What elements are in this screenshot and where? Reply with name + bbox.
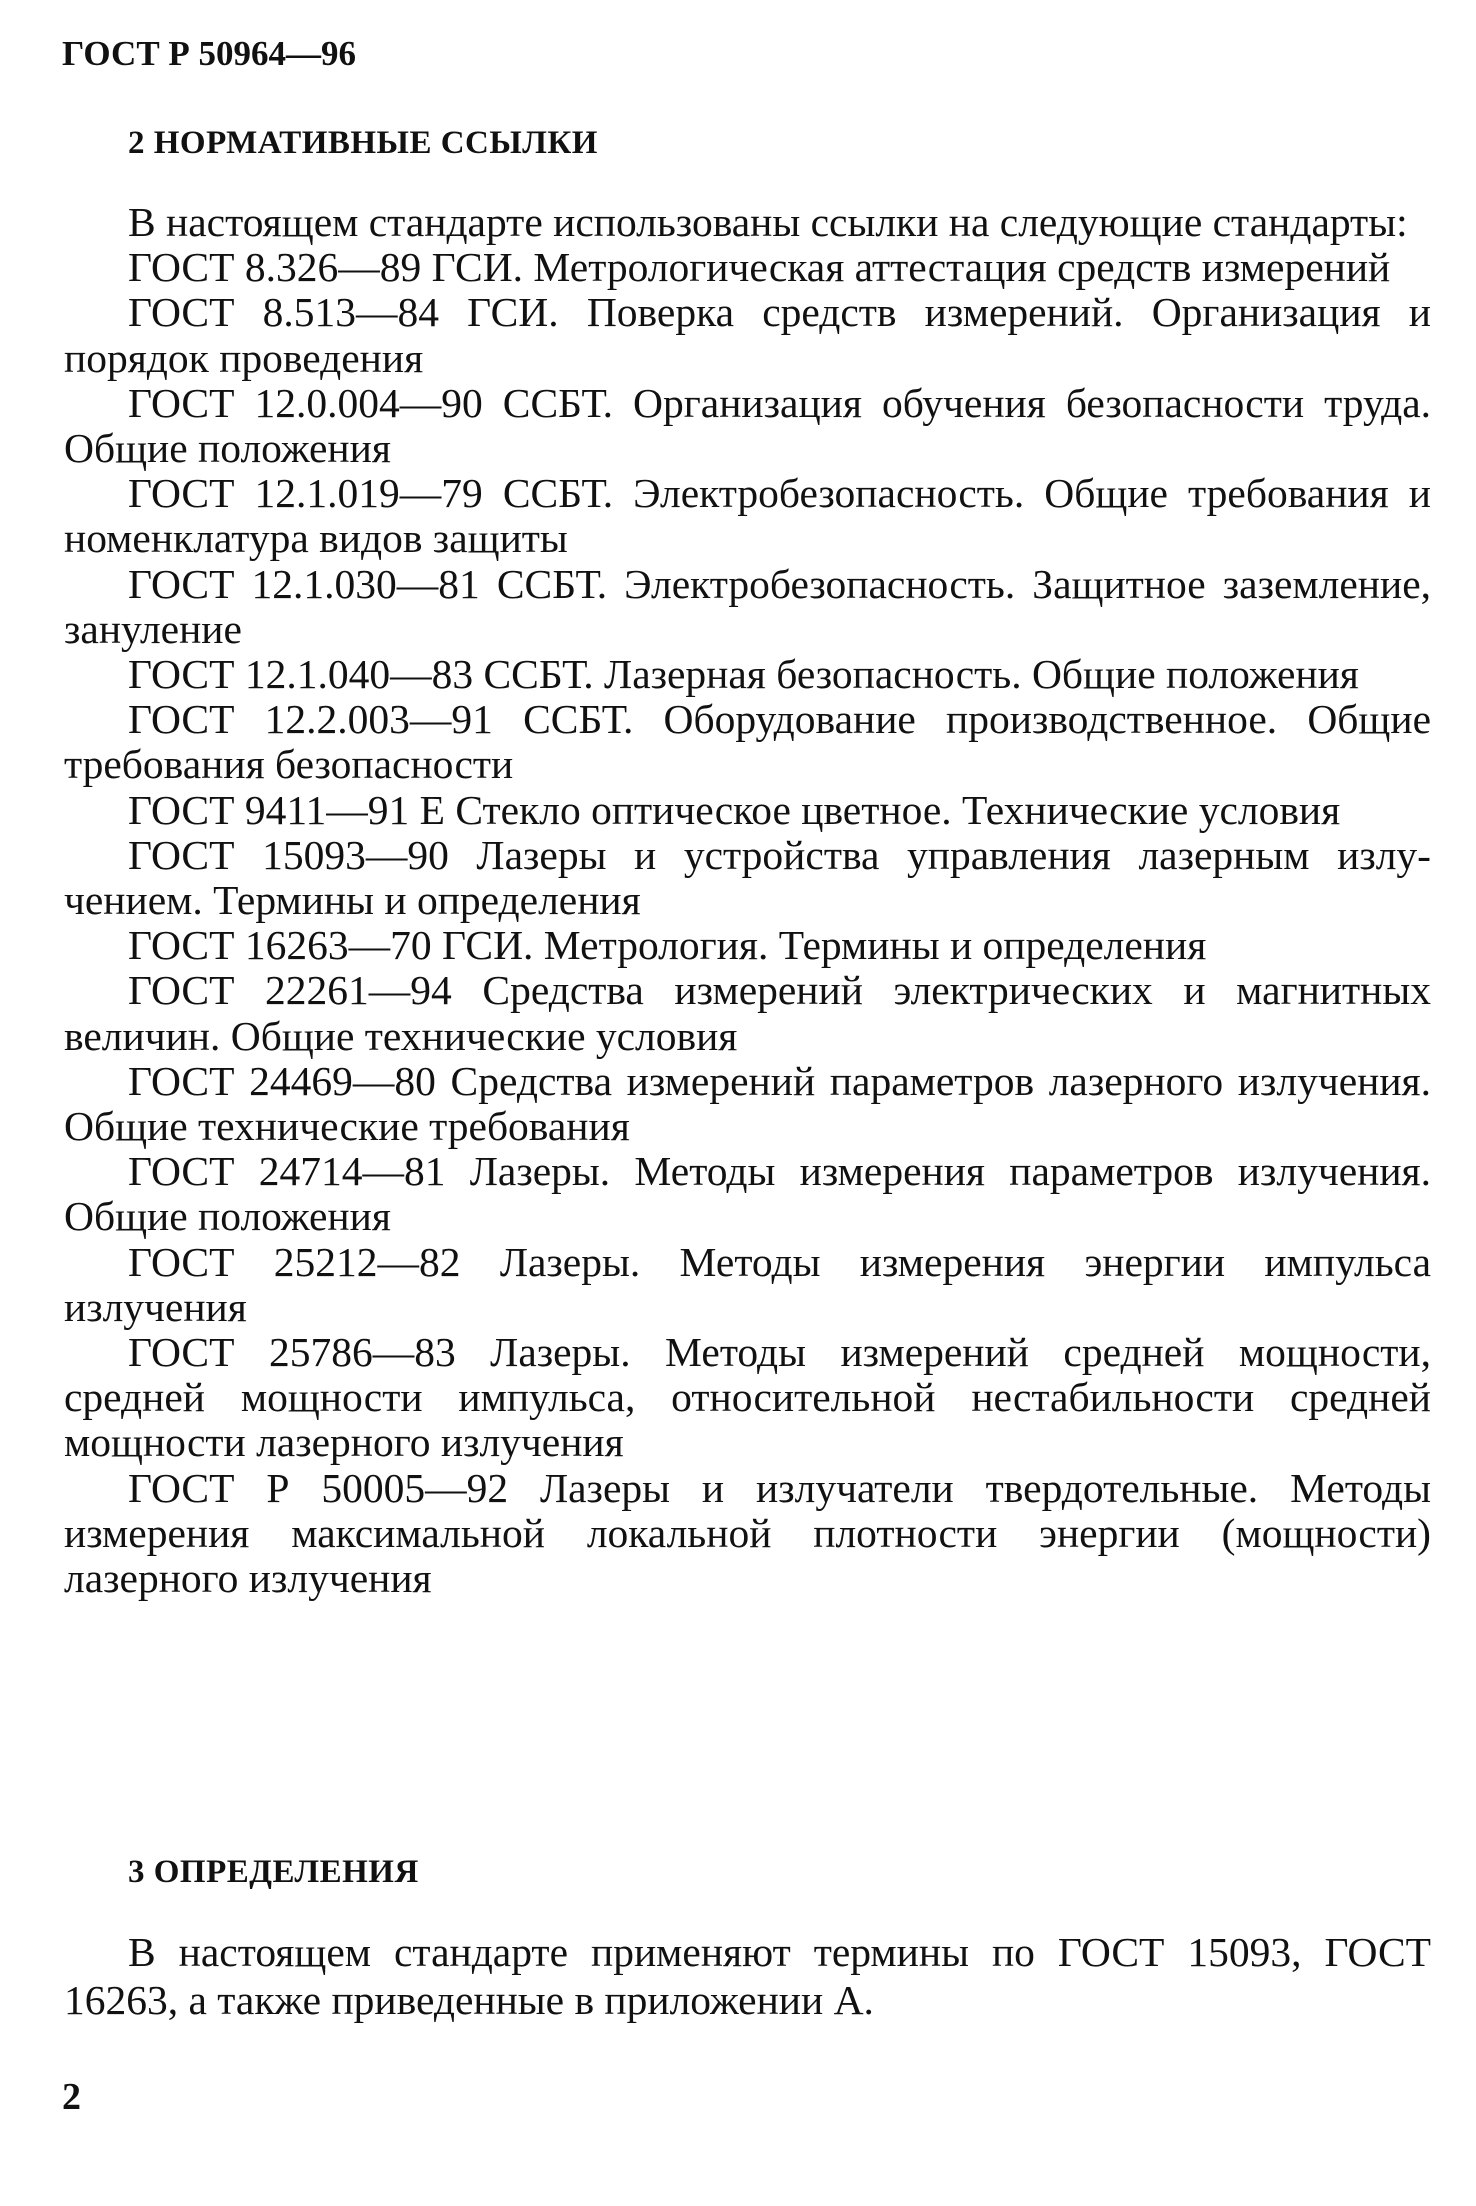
reference-item: ГОСТ 12.1.019—79 ССБТ. Электробезопасность. Общие требования и номенклатура видов защиты: [64, 470, 1431, 562]
reference-item: ГОСТ 9411—91 Е Стекло оптическое цветное. Технические условия: [128, 786, 1341, 833]
reference-item: ГОСТ 24469—80 Средства измерений параметров лазерного излучения. Общие технические требования: [64, 1057, 1431, 1150]
reference-item: ГОСТ 12.1.040—83 ССБТ. Лазерная безопасность. Общие положения: [128, 651, 1359, 698]
reference-item: ГОСТ 22261—94 Средства измерений электрических и магнитных величин. Общие технические условия: [64, 967, 1431, 1059]
reference-item: ГОСТ 8.513—84 ГСИ. Поверка средств измерений. Организация и порядок проведения: [64, 289, 1431, 381]
section-heading-definitions: 3 ОПРЕДЕЛЕНИЯ: [128, 1854, 419, 1890]
reference-item: ГОСТ 12.2.003—91 ССБТ. Оборудование производственное. Общие требования безопасности: [64, 696, 1431, 788]
reference-item: ГОСТ 25786—83 Лазеры. Методы измерений средней мощности, средней мощности импульса, относительной нестабильности средней мощности лазерного излучения: [64, 1329, 1431, 1466]
reference-item: ГОСТ 16263—70 ГСИ. Метрология. Термины и определения: [128, 922, 1207, 969]
definitions-block: [64, 1928, 1431, 2024]
reference-item: ГОСТ 24714—81 Лазеры. Методы измерения параметров излучения. Общие положения: [64, 1148, 1431, 1240]
reference-item: ГОСТ Р 50005—92 Лазеры и излучатели твердотельные. Методы измерения максимальной локальной плотности энергии (мощности) лазерного излучения: [64, 1464, 1431, 1602]
normative-references-block: [64, 200, 1431, 1601]
reference-item: ГОСТ 25212—82 Лазеры. Методы измерения энергии импульса излучения: [64, 1238, 1431, 1330]
reference-item: ГОСТ 8.326—89 ГСИ. Метрологическая аттестация средств измерений: [128, 244, 1391, 291]
reference-item: ГОСТ 12.1.030—81 ССБТ. Электробезопасность. Защитное заземление, зануление: [64, 560, 1431, 652]
definitions-text: В настоящем стандарте применяют термины по ГОСТ 15093, ГОСТ 16263, а также приведенные в приложении А.: [64, 1929, 1431, 2023]
reference-item: ГОСТ 12.0.004—90 ССБТ. Организация обучения безопасности труда. Общие положения: [64, 379, 1431, 472]
document-code: ГОСТ Р 50964—96: [62, 34, 357, 73]
references-intro: В настоящем стандарте использованы ссылки на следующие стандарты:: [128, 199, 1408, 245]
page-number: 2: [62, 2076, 81, 2118]
section-heading-normative-references: 2 НОРМАТИВНЫЕ ССЫЛКИ: [128, 125, 598, 161]
reference-item: ГОСТ 15093—90 Лазеры и устройства управления лазерным излучением. Термины и определения: [64, 831, 1431, 924]
